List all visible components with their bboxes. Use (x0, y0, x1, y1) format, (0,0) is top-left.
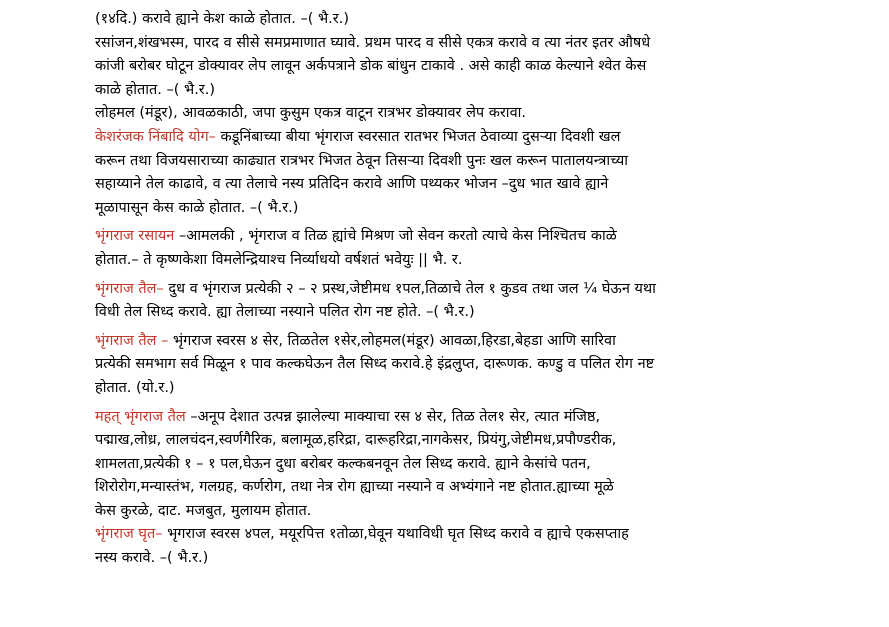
paragraph-5 (95, 225, 849, 272)
paragraph-6 (95, 278, 849, 325)
paragraph-7 (95, 330, 849, 401)
text-line: शिरोरोग,मन्यास्तंभ, गलग्रह, कर्णरोग, तथा नेत्र रोग ह्याच्या नस्याने व अभ्यंगाने नष्ट होतात.ह्याच्या मूळे (95, 479, 614, 496)
text-line: (१४दि.) करावे ह्याने केश काळे होतात. –( भै.र.) (95, 11, 349, 27)
text-line: पद्माख,लोध्र, लालचंदन,स्वर्णगैरिक, बलामूळ,हरिद्रा, दारूहरिद्रा,नागकेसर, प्रियंगु,जेष्टीमध,प्रपौण्डरीक, (95, 432, 617, 449)
text-run: –अनूप देशात उत्पन्न झालेल्या माक्याचा रस ४ सेर, तिळ तेल१ सेर, त्यात मंजिष्ठ, (185, 408, 601, 425)
text-run: कडूनिंबाच्या बीया भृंगराज स्वरसात रातभर भिजत ठेवाव्या दुसऱ्या दिवशी खल (215, 128, 621, 145)
section-heading: भृंगराज तैल – (95, 332, 169, 349)
text-line: नस्य करावे. –( भै.र.) (95, 550, 209, 567)
section-heading: केशरंजक निंबादि योग– (95, 128, 216, 145)
text-run: भृगराज स्वरस ४पल, मयूरपित्त १तोळा,घेवून यथाविधी घृत सिध्द करावे व ह्याचे एकसप्ताह (162, 526, 629, 543)
text-line: होतात. (यो.र.) (95, 379, 175, 396)
text-line: शामलता,प्रत्येकी १ – १ पल,घेऊन दुधा बरोबर कल्कबनवून तेल सिध्द करावे. ह्याने केसांचे पतन, (95, 455, 591, 472)
text-line: मूळापासून केस काळे होतात. –( भै.र.) (95, 199, 299, 216)
text-line: केस कुरळे, दाट. मजबुत, मुलायम होतात. (95, 502, 312, 519)
text-run: –आमलकी , भृंगराज व तिळ ह्यांचे मिश्रण जो सेवन करतो त्याचे केस निश्चितच काळे (174, 228, 617, 245)
section-heading: महत् भृंगराज तैल (95, 408, 186, 425)
text-run: भृंगराज स्वरस ४ सेर, तिळतेल १सेर,लोहमल(मंडूर) आवळा,हिरडा,बेहडा आणि सारिवा (168, 332, 616, 349)
text-line: होतात.– ते कृष्णकेशा विमलेन्द्रियाश्च निर्व्याधयो वर्षशतं भवेयुः || भै. र. (95, 251, 463, 268)
text-line: सहाय्याने तेल काढावे, व त्या तेलाचे नस्य प्रतिदिन करावे आणि पथ्यकर भोजन –दुध भात खावे ह्याने (95, 176, 609, 193)
text-line: कांजी बरोबर घोटून डोक्यावर लेप लावून अर्कपत्राने डोक बांधुन टाकावे . असे काही काळ केल्याने श्वेत केस (95, 58, 647, 75)
section-heading: भृंगराज रसायन (95, 228, 175, 245)
paragraph-8 (95, 406, 849, 524)
text-line (95, 523, 849, 547)
text-line (95, 406, 849, 430)
text-run: दुध व भृंगराज प्रत्येकी २ – २ प्रस्थ,जेष्टीमध १पल,तिळाचे तेल १ कुडव तथा जल ¼ घेऊन यथा (163, 280, 656, 297)
section-heading: भृंगराज घृत– (95, 526, 163, 543)
text-line: काळे होतात. –( भै.र.) (95, 81, 215, 98)
text-line (95, 225, 849, 249)
text-line: प्रत्येकी समभाग सर्व मिळून १ पाव कल्कघेऊन तैल सिध्द करावे.हे इंद्रलुप्त, दारूणक. कण्डु व पलित रोग नष्ट (95, 356, 655, 373)
text-line (95, 126, 849, 150)
text-line: रसांजन,शंखभस्म, पारद व सीसे समप्रमाणात घ्यावे. प्रथम पारद व सीसे एकत्र करावे व त्या नंतर इतर औषधे (95, 34, 651, 51)
text-line (95, 278, 849, 302)
section-heading: भृंगराज तैल– (95, 280, 164, 297)
text-line: लोहमल (मंडूर), आवळकाठी, जपा कुसुम एकत्र वाटून रात्रभर डोक्यावर लेप करावा. (95, 105, 526, 122)
paragraph-9 (95, 523, 849, 570)
paragraph-3 (95, 102, 849, 126)
paragraph-1 (95, 8, 849, 32)
text-line: करून तथा विजयसाराच्या काढ्यात रात्रभर भिजत ठेवून तिसऱ्या दिवशी पुनः खल करून पातालयन्त्राच्या (95, 152, 629, 169)
text-line: विधी तेल सिध्द करावे. ह्या तेलाच्या नस्याने पलित रोग नष्ट होते. –( भै.र.) (95, 304, 475, 321)
paragraph-2 (95, 32, 849, 103)
text-line (95, 330, 849, 354)
paragraph-4 (95, 126, 849, 220)
